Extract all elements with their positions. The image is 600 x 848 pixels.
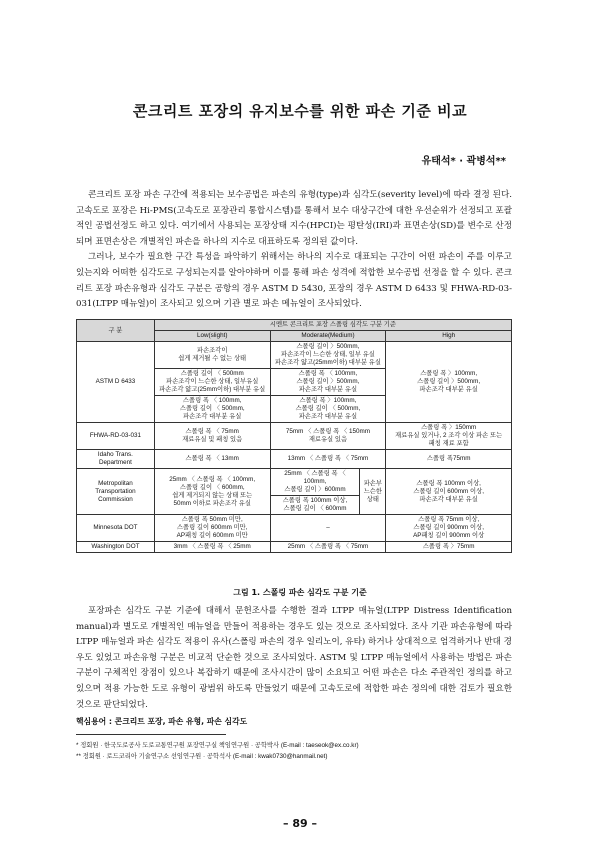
metro-low: 25mm 〈 스폴링 폭 〈 100mm, 스폴링 길이 〈 600mm, 쉽게 제거되지 않는 상태 또는 50mm 이하로 파손조각 유실	[154, 469, 270, 515]
intro-paragraph: 그러나, 보수가 필요한 구간 특성을 파악하기 위해서는 하나의 지수로 대표되는 구간이 어떤 파손이 주를 이루고 있는지와 어떠한 심각도로 구성되는지를 알아야하며 이를 통해 파손 성격에 적합한 보수공법 선정을 할 수 있다. 콘크리트 포장 파손유형과 심각도 구분은 공항의 경우 ASTM D 5430, 포장의 경우 ASTM D 6433 및 FHWA-RD-03-031(LTPP 매뉴얼)이 조사되고 있으며 기관 별로 파손 메뉴얼이 조사되었다.	[76, 252, 512, 310]
metro-mod-1: 25mm 〈 스폴링 폭 〈 100mm, 스폴링 길이 〉600mm	[270, 469, 360, 496]
paper-title: 콘크리트 포장의 유지보수를 위한 파손 기준 비교	[132, 102, 468, 120]
header-low: Low(slight)	[154, 331, 270, 342]
minnesota-high: 스폴링 폭 75mm 이상, 스폴링 길이 900mm 이상, AP패칭 길이 900mm 이상	[386, 515, 512, 542]
header-class: 구 분	[77, 320, 155, 342]
idaho-high: 스폴링 폭75mm	[386, 450, 512, 469]
footnotes	[76, 740, 516, 762]
washington-low: 3mm 〈 스폴링 폭 〈 25mm	[154, 542, 270, 553]
idaho-low: 스폴링 폭 〈 13mm	[154, 450, 270, 469]
header-high: High	[386, 331, 512, 342]
minnesota-mod: –	[270, 515, 386, 542]
astm-high: 스폴링 폭 〉100mm, 스폴링 길이 〉500mm, 파손조각 대부분 유실	[386, 342, 512, 423]
astm-low-1: 파손조각이 쉽게 제거될 수 없는 상태	[154, 342, 270, 369]
row-fhwa-name: FHWA-RD-03-031	[77, 423, 155, 450]
fhwa-high: 스폴링 폭 〉150mm 재료유실 있거나, 2 조각 이상 파손 또는 패칭 재료 포함	[386, 423, 512, 450]
astm-mod-3: 스폴링 폭 〉100mm, 스폴링 길이 〈 500mm, 파손조각 대부분 유실	[270, 396, 386, 423]
row-metro-name: Metropolitan Transportation Commission	[77, 469, 155, 515]
metro-high: 스폴링 폭 100mm 이상, 스폴링 길이 600mm 이상, 파손조각 대부분 유실	[386, 469, 512, 515]
author-line: 유태석* · 곽병석**	[421, 156, 506, 167]
row-idaho-name: Idaho Trans. Department	[77, 450, 155, 469]
idaho-mod: 13mm 〈 스폴링 폭 〈 75mm	[270, 450, 386, 469]
astm-mod-2: 스폴링 폭 〈 100mm, 스폴링 길이 〉500mm, 파손조각 대부분 유실	[270, 369, 386, 396]
astm-low-3: 스폴링 폭 〈 100mm, 스폴링 길이 〈 500mm, 파손조각 대부분 유실	[154, 396, 270, 423]
astm-mod-1: 스폴링 길이 〉500mm, 파손조각이 느슨한 상태, 일부 유실 파손조각 얇고(25mm이하) 대부분 유실	[270, 342, 386, 369]
minnesota-low: 스폴링 폭 50mm 미만, 스폴링 길이 600mm 미만, AP패칭 길이 600mm 미만	[154, 515, 270, 542]
header-group: 시멘트 콘크리트 포장 스폴링 심각도 구분 기준	[154, 320, 511, 331]
astm-low-2: 스폴링 길이 〈 500mm 파손조각이 느슨한 상태, 일부유실 파손조각 얇고(25mm이하) 대부분 유실	[154, 369, 270, 396]
fhwa-mod: 75mm 〈 스폴링 폭 〈 150mm 재료유실 있음	[270, 423, 386, 450]
figure-caption: 그림 1. 스폴링 파손 심각도 구분 기준	[233, 588, 367, 597]
keywords: 핵심용어 : 콘크리트 포장, 파손 유형, 파손 심각도	[76, 717, 248, 726]
page-number: – 89 –	[283, 817, 317, 830]
footnote-divider	[76, 734, 226, 735]
metro-mod-side: 파손부 느슨한 상태	[360, 469, 386, 515]
discussion-paragraph: 포장파손 심각도 구분 기준에 대해서 문헌조사를 수행한 결과 LTPP 매뉴얼(LTPP Distress Identification manual)과 별도로 개별적인 매뉴얼을 만들어 적용하는 경우도 있는 것으로 조사되었다. 조사 기관 파손유형에 따라 LTPP 매뉴얼과 파손 심각도 적용이 유사(스폴링 파손의 경우 일리노이, 유타) 하거나 상대적으로 엄격하거나 반대 경우도 있었고 파손유형 구분은 비교적 단순한 것으로 조사되었다. ASTM 및 LTPP 매뉴얼에서 사용하는 방법은 파손 구분이 구체적인 장점이 있으나 복잡하기 때문에 조사시간이 많이 소요되고 어떤 파손은 다소 주관적인 정의를 하고 있으며 적용 가능한 도로 유형이 광범위 하도록 만들었기 때문에 고속도로에 적합한 파손 정의에 대한 검토가 필요한 것으로 판단되었다.	[76, 606, 512, 710]
footnote-first-author: * 정회원 · 한국도로공사 도로교통연구원 포장연구실 책임연구원 · 공학박사 (E-mail : taeseok@ex.co.kr)	[76, 742, 359, 749]
row-astm-name: ASTM D 6433	[77, 342, 155, 423]
washington-high: 스폴링 폭 〉75mm	[386, 542, 512, 553]
intro-paragraph: 콘크리트 포장 파손 구간에 적용되는 보수공법은 파손의 유형(type)과 심각도(severity level)에 따라 결정 된다. 고속도로 포장은 Hi-PMS(고속도로 포장관리 통합시스템)를 통해서 보수 대상구간에 대한 우선순위가 선정되고 포괄적인 공법선정도 하고 있다. 여기에서 사용되는 포장상태 지수(HPCI)는 평탄성(IRI)과 표면손상(SD)를 변수로 산정되며 표면손상은 개별적인 파손을 하나의 지수로 대표하도록 정의된 값이다.	[76, 190, 512, 247]
spalling-severity-table	[76, 319, 512, 553]
intro-section	[76, 188, 512, 313]
washington-mod: 25mm 〈 스폴링 폭 〈 75mm	[270, 542, 386, 553]
row-washington-name: Washington DOT	[77, 542, 155, 553]
row-minnesota-name: Minnesota DOT	[77, 515, 155, 542]
header-moderate: Moderate(Medium)	[270, 331, 386, 342]
fhwa-low: 스폴링 폭 〈 75mm 재료유실 및 패칭 있음	[154, 423, 270, 450]
footnote-second-author: ** 정회원 · 로드코리아 기술연구소 선임연구원 · 공학석사 (E-mail : kwak0730@hanmail.net)	[76, 753, 328, 760]
discussion-section	[76, 604, 512, 713]
metro-mod-2: 스폴링 폭 100mm 이상, 스폴링 길이 〈 600mm	[270, 496, 360, 515]
